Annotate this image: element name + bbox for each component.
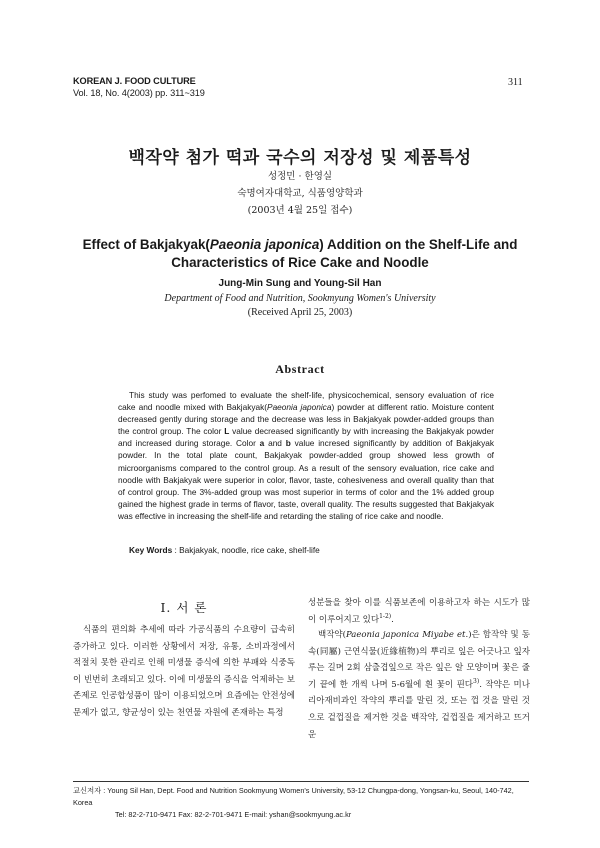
abstract-part: ) powder at different ratio. Moisture content decreased gently during storage and the decrease was less in Bakjakyak powder-added groups than the control group. The color (118, 402, 494, 437)
journal-volume: Vol. 18, No. 4(2003) pp. 311~319 (73, 88, 205, 98)
abstract-part: and (264, 438, 286, 449)
abstract-text (118, 389, 494, 522)
page-number: 311 (508, 77, 523, 88)
intro-species: Paeonia japonica Miyabe et. (345, 630, 469, 640)
title-korean: 백작약 첨가 떡과 국수의 저장성 및 제품특성 (128, 148, 472, 168)
abstract-color-b: b (285, 438, 291, 449)
intro-right-top-end: . (391, 614, 394, 625)
abstract-color-l: L (224, 426, 230, 437)
title-english-line1 (0, 236, 600, 254)
correspondence-contact: Tel: 82-2-710-9471 Fax: 82-2-701-9471 E-mail: yshan@sookmyung.ac.kr (115, 810, 352, 819)
title-english-line2: Characteristics of Rice Cake and Noodle (171, 255, 429, 270)
title-en-species: Paeonia japonica (209, 237, 320, 252)
keywords (118, 544, 505, 556)
abstract-heading: Abstract (275, 362, 325, 376)
intro-right-paragraph (308, 627, 530, 743)
footnote-divider (73, 781, 529, 782)
journal-name: KOREAN J. FOOD CULTURE (73, 76, 196, 86)
journal-header (73, 75, 205, 99)
abstract-part: value incresed significantly by addition of Bakjakyak powder. In the total plate count, Bakjakyak powder-added group showed less growth of microorganisms compared to the control group. As a result of the sensory evaluation, rice cake and noodle with Bakjakyak were superior in color, flavor, taste, cohesiveness and overall quality than that of control group. The 3%-added group was most superior in terms of color and the 1% added group gained the highest grade in terms of flavor, taste, overall quality. The results suggested that Bakjakyak was effective in increasing the shelf-life and retarding the staling of rice cake and noodle. (118, 438, 494, 521)
abstract-color-a: a (259, 438, 265, 449)
keywords-text: : Bakjakyak, noodle, rice cake, shelf-life (172, 545, 320, 555)
intro-left-column: 식품의 편의화 추세에 따라 가공식품의 수요량이 급속히 증가하고 있다. 이러한 상황에서 저장, 유통, 소비과정에서 적절치 못한 관리로 인해 미생물 증식에 의한 부패와 식중독이 빈번히 초래되고 있다. 이에 미생물의 증식을 억제하는 보존제로 인공합성품이 많이 이용되었으며 요즘에는 안전성에 문제가 없고, 향균성이 있는 천연물 자원에 존재하는 특정 (73, 625, 295, 718)
affiliation-korean: 숙명여자대학교, 식품영양학과 (237, 188, 363, 199)
keywords-label: Key Words (129, 545, 173, 555)
intro-right-text: . 작약은 미나리아재비과인 작약의 뿌리를 말린 것, 또는 껍 것을 말린 것으로 겉껍질을 제거한 것을 백작약, 겉껍질을 제거하고 뜨거운 (308, 679, 530, 740)
abstract-part: This study was perfomed to evaluate the shelf-life, physicochemical, sensory evaluation of rice cake and noodle mixed with Bakjakyak( (118, 390, 494, 413)
intro-right-text: )은 함작약 및 동속(同屬) 근연식물(近緣植物)의 뿌리로 잎은 어긋나고 잎자루는 길며 2회 삼출겹잎으로 작은 잎은 알 모양이며 꽃은 줄기 끝에 한 개씩 나며 5-6월에 흰 꽃이 핀다 (308, 630, 530, 690)
intro-right-text: 백작약( (318, 630, 346, 640)
section-heading-introduction: I. 서 론 (160, 600, 208, 615)
intro-right-continuation (308, 595, 530, 628)
received-korean: (2003년 4월 25일 접수) (247, 205, 353, 216)
intro-right-top-text: 성분들을 찾아 이를 식품보존에 이용하고자 하는 시도가 많이 이루어지고 있다 (308, 598, 530, 625)
title-en-post: ) Addition on the Shelf-Life and (319, 237, 518, 252)
authors-korean: 성정민 · 한영실 (267, 171, 333, 182)
authors-english: Jung-Min Sung and Young-Sil Han (218, 278, 382, 289)
correspondence-footnote (73, 785, 533, 821)
received-english: (Received April 25, 2003) (247, 307, 353, 318)
title-en-pre: Effect of Bakjakyak( (82, 237, 210, 252)
title-english (0, 236, 600, 272)
abstract-part: value decreased significantly by with increasing the Bakjakyak powder and increased during storage. Color (118, 426, 494, 449)
abstract-species: Paeonia japonica (267, 402, 332, 413)
citation-ref: 3) (473, 677, 480, 685)
affiliation-english: Department of Food and Nutrition, Sookmyung Women's University (164, 293, 436, 304)
correspondence-address: 교신저자 : Young Sil Han, Dept. Food and Nutrition Sookmyung Women's University, 53-12 Chungpa-dong, Yongsan-ku, Seoul, 140-742, Korea (73, 786, 514, 807)
citation-ref: 1-2) (379, 612, 392, 620)
